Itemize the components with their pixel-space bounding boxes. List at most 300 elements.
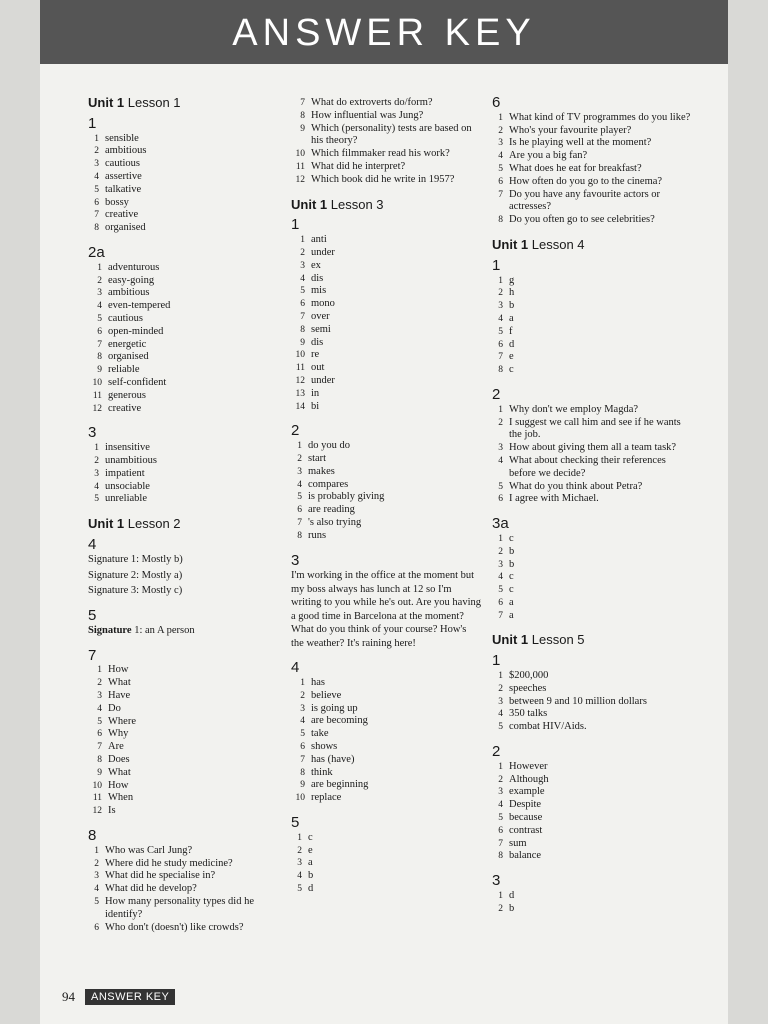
answer-item <box>492 287 692 300</box>
item-number: 12 <box>295 375 305 386</box>
item-number: 7 <box>97 339 102 350</box>
answer-item <box>88 390 278 403</box>
answer-text: replace <box>311 792 342 804</box>
exercise-number: 3 <box>291 551 300 569</box>
answer-item <box>492 533 692 546</box>
answer-text: b <box>509 545 515 557</box>
answer-item <box>88 197 278 210</box>
answer-item <box>291 754 481 767</box>
item-number: 5 <box>94 494 99 505</box>
answer-item <box>88 326 278 339</box>
answer-text: generous <box>108 389 146 401</box>
item-number: 8 <box>498 851 503 862</box>
item-number: 3 <box>297 858 302 869</box>
answer-item <box>492 903 692 916</box>
answer-item <box>291 491 481 504</box>
answer-line: Signature 2: Mostly a) <box>88 569 183 581</box>
item-number: 4 <box>97 703 102 714</box>
answer-item <box>88 677 278 690</box>
item-number: 3 <box>498 559 503 570</box>
answer-text: re <box>311 349 320 361</box>
answer-item <box>492 610 692 623</box>
answer-text: between 9 and 10 million dollars <box>509 695 647 707</box>
item-number: 8 <box>97 755 102 766</box>
header-banner <box>40 0 728 64</box>
answer-text: d <box>509 890 515 902</box>
column-1 <box>88 97 278 946</box>
answer-item <box>88 664 278 677</box>
answer-item <box>291 273 481 286</box>
answer-text: Are you a big fan? <box>509 150 588 162</box>
answer-item <box>88 896 278 922</box>
answer-item <box>492 812 692 825</box>
answer-item <box>291 440 481 453</box>
item-number: 5 <box>498 326 503 337</box>
answer-text: Where did he study medicine? <box>105 857 233 869</box>
answer-text: combat HIV/Aids. <box>509 721 587 733</box>
answer-text: 350 talks <box>509 708 548 720</box>
answer-text: out <box>311 362 325 374</box>
item-number: 4 <box>297 871 302 882</box>
answer-item <box>492 442 692 455</box>
answer-item <box>492 364 692 377</box>
answer-text: even-tempered <box>108 300 171 312</box>
answer-item <box>291 466 481 479</box>
item-number: 6 <box>498 825 503 836</box>
item-number: 8 <box>97 352 102 363</box>
item-number: 2 <box>498 125 503 136</box>
answer-text: However <box>509 760 548 772</box>
answer-item <box>88 805 278 818</box>
item-number: 1 <box>300 678 305 689</box>
answer-text: unambitious <box>105 454 157 466</box>
item-number: 3 <box>300 703 305 714</box>
answer-item <box>492 708 692 721</box>
answer-text: dis <box>311 272 324 284</box>
item-number: 1 <box>498 533 503 544</box>
item-number: 11 <box>295 161 305 172</box>
answer-text: open-minded <box>108 325 164 337</box>
answer-text: think <box>311 766 333 778</box>
answer-text: cautious <box>108 312 143 324</box>
answer-text: What did he specialise in? <box>105 870 216 882</box>
item-number: 1 <box>94 443 99 454</box>
item-number: 7 <box>297 517 302 528</box>
answer-text: because <box>509 812 543 824</box>
answer-text: cautious <box>105 158 140 170</box>
answer-item <box>291 845 481 858</box>
exercise-4 <box>291 659 481 805</box>
item-number: 4 <box>498 800 503 811</box>
item-number: 2 <box>94 146 99 157</box>
item-number: 4 <box>498 151 503 162</box>
answer-item <box>88 792 278 805</box>
answer-item <box>88 364 278 377</box>
answer-text: I agree with Michael. <box>509 493 599 505</box>
item-number: 5 <box>498 481 503 492</box>
answer-text: adventurous <box>108 261 160 273</box>
item-number: 3 <box>498 138 503 149</box>
answer-text: How <box>108 664 129 676</box>
item-number: 4 <box>498 313 503 324</box>
item-number: 1 <box>498 761 503 772</box>
answer-text: organised <box>108 351 149 363</box>
answer-text: When <box>108 792 134 804</box>
answer-text: in <box>311 387 320 399</box>
column-3 <box>492 94 692 928</box>
answer-text: shows <box>311 741 338 753</box>
answer-line: Signature 1: an A person <box>88 624 195 636</box>
answer-text: runs <box>308 529 327 541</box>
answer-item <box>492 850 692 863</box>
answer-item <box>492 112 692 125</box>
answer-item <box>492 774 692 787</box>
answer-item <box>291 388 481 401</box>
answer-item <box>492 890 692 903</box>
answer-text: self-confident <box>108 376 167 388</box>
answer-item <box>492 546 692 559</box>
item-number: 4 <box>297 479 302 490</box>
answer-item <box>492 313 692 326</box>
answer-text: mono <box>311 298 335 310</box>
answer-item <box>492 125 692 138</box>
answer-text: creative <box>108 402 142 414</box>
exercise-1 <box>88 114 278 235</box>
item-number: 13 <box>295 388 305 399</box>
answer-item <box>492 838 692 851</box>
item-number: 2 <box>498 774 503 785</box>
answer-item <box>88 883 278 896</box>
item-number: 5 <box>300 286 305 297</box>
answer-text: Who's your favourite player? <box>509 124 632 136</box>
answer-text: Although <box>509 773 549 785</box>
item-number: 3 <box>498 443 503 454</box>
item-number: 8 <box>300 767 305 778</box>
answer-item <box>492 275 692 288</box>
answer-item <box>88 275 278 288</box>
answer-item <box>88 403 278 416</box>
item-number: 7 <box>94 210 99 221</box>
answer-item <box>492 761 692 774</box>
item-number: 1 <box>297 832 302 843</box>
answer-item <box>291 324 481 337</box>
item-number: 7 <box>498 189 503 200</box>
answer-item <box>492 670 692 683</box>
answer-item <box>291 479 481 492</box>
footer-label: ANSWER KEY <box>85 989 175 1005</box>
answer-item <box>291 337 481 350</box>
item-number: 4 <box>300 716 305 727</box>
exercise-3 <box>88 424 278 506</box>
answer-item <box>291 792 481 805</box>
item-number: 8 <box>297 530 302 541</box>
exercise-number: 5 <box>88 607 97 625</box>
answer-text: energetic <box>108 338 147 350</box>
answer-item <box>291 174 481 187</box>
answer-text: are becoming <box>311 715 368 727</box>
item-number: 1 <box>498 891 503 902</box>
answer-text: Are <box>108 741 124 753</box>
exercise-1 <box>492 256 692 377</box>
answer-text: take <box>311 728 329 740</box>
answer-text: b <box>509 902 515 914</box>
answer-text: What do extroverts do/form? <box>311 97 433 108</box>
exercise-8 <box>88 827 278 934</box>
answer-text: What do you think about Petra? <box>509 480 643 492</box>
answer-item <box>291 767 481 780</box>
answer-text: I suggest we call him and see if he wants the job. <box>509 416 681 441</box>
item-number: 10 <box>295 350 305 361</box>
answer-item <box>291 247 481 260</box>
answer-text: a <box>509 596 514 608</box>
answer-text: Which book did he write in 1957? <box>311 173 455 185</box>
answer-item <box>88 442 278 455</box>
exercise-7 <box>88 646 278 818</box>
answer-text: c <box>509 532 514 544</box>
answer-item <box>492 455 692 481</box>
item-number: 10 <box>92 377 102 388</box>
answer-text: d <box>509 338 515 350</box>
item-number: 3 <box>300 260 305 271</box>
answer-item <box>88 870 278 883</box>
unit-1-lesson-5-heading: Unit 1 Lesson 5 <box>492 632 585 648</box>
answer-text: sum <box>509 837 527 849</box>
answer-text: g <box>509 274 515 286</box>
item-number: 9 <box>300 780 305 791</box>
exercise-number: 1 <box>492 652 501 670</box>
exercise-number: 6 <box>492 94 501 111</box>
answer-item <box>492 214 692 227</box>
item-number: 2 <box>297 453 302 464</box>
item-number: 2 <box>97 678 102 689</box>
item-number: 7 <box>97 742 102 753</box>
answer-text: What did he interpret? <box>311 160 406 172</box>
answer-item <box>88 158 278 171</box>
item-number: 6 <box>300 299 305 310</box>
item-number: 2 <box>498 546 503 557</box>
answer-text: Which (personality) tests are based on his theory? <box>311 122 472 147</box>
answer-item <box>291 123 481 149</box>
exercise-number: 4 <box>291 659 300 677</box>
item-number: 3 <box>94 159 99 170</box>
answer-item <box>291 97 481 110</box>
exercise-number: 1 <box>492 256 501 274</box>
answer-line: Signature 1: Mostly b) <box>88 553 183 565</box>
answer-text: has (have) <box>311 753 355 765</box>
answer-text: e <box>509 351 514 363</box>
answer-text: How <box>108 779 129 791</box>
answer-text: What kind of TV programmes do you like? <box>509 111 691 123</box>
item-number: 3 <box>94 871 99 882</box>
answer-item <box>492 176 692 189</box>
exercise-5 <box>291 814 481 896</box>
answer-text: b <box>509 300 515 312</box>
item-number: 1 <box>498 275 503 286</box>
exercise-number: 4 <box>88 535 97 553</box>
answer-text: Why don't we employ Magda? <box>509 403 639 415</box>
answer-text: What <box>108 766 131 778</box>
answer-item <box>492 339 692 352</box>
item-number: 3 <box>297 466 302 477</box>
item-number: 10 <box>295 149 305 160</box>
answer-text: easy-going <box>108 274 155 286</box>
item-number: 7 <box>300 311 305 322</box>
answer-text: ambitious <box>105 145 147 157</box>
answer-item <box>88 339 278 352</box>
answer-text: b <box>509 558 515 570</box>
item-number: 7 <box>300 98 305 108</box>
item-number: 4 <box>498 455 503 466</box>
answer-text: What does he eat for breakfast? <box>509 162 642 174</box>
answer-item <box>88 780 278 793</box>
exercise-number: 2 <box>492 385 501 403</box>
answer-item <box>492 786 692 799</box>
answer-text: insensitive <box>105 442 150 454</box>
item-number: 5 <box>94 897 99 908</box>
answer-item <box>88 184 278 197</box>
answer-text: contrast <box>509 824 543 836</box>
answer-item <box>291 504 481 517</box>
answer-text: a <box>509 609 514 621</box>
answer-text: d <box>308 883 314 895</box>
answer-item <box>88 481 278 494</box>
answer-item <box>492 571 692 584</box>
item-number: 7 <box>300 754 305 765</box>
answer-item <box>291 715 481 728</box>
answer-item <box>291 530 481 543</box>
exercise-number: 1 <box>88 114 97 132</box>
answer-text: Despite <box>509 799 542 811</box>
item-number: 2 <box>498 288 503 299</box>
answer-text: start <box>308 452 327 464</box>
item-number: 6 <box>498 339 503 350</box>
answer-item <box>492 417 692 443</box>
item-number: 10 <box>92 780 102 791</box>
page-footer <box>62 989 175 1005</box>
item-number: 4 <box>300 273 305 284</box>
item-number: 4 <box>498 572 503 583</box>
item-number: 6 <box>97 729 102 740</box>
item-number: 7 <box>498 838 503 849</box>
answer-item <box>88 767 278 780</box>
item-number: 5 <box>498 585 503 596</box>
answer-item <box>88 351 278 364</box>
item-number: 8 <box>498 365 503 376</box>
answer-text: dis <box>311 336 324 348</box>
answer-item <box>291 311 481 324</box>
exercise-number: 7 <box>88 646 97 664</box>
exercise-3a <box>492 515 692 622</box>
item-number: 2 <box>297 845 302 856</box>
answer-item <box>291 234 481 247</box>
item-number: 2 <box>94 858 99 869</box>
item-number: 12 <box>92 403 102 414</box>
item-number: 11 <box>92 793 102 804</box>
answer-item <box>291 362 481 375</box>
answer-text: How influential was Jung? <box>311 109 424 121</box>
answer-item <box>291 857 481 870</box>
unit-1-lesson-1-heading: Unit 1 Lesson 1 <box>88 95 181 110</box>
answer-item <box>291 148 481 161</box>
answer-item <box>291 703 481 716</box>
item-number: 4 <box>97 301 102 312</box>
answer-text: $200,000 <box>509 670 549 682</box>
exercise-number: 2 <box>291 422 300 440</box>
answer-item <box>492 163 692 176</box>
item-number: 9 <box>300 123 305 134</box>
answer-item <box>88 922 278 935</box>
exercise-1 <box>291 216 481 413</box>
item-number: 2 <box>300 690 305 701</box>
answer-text: Do <box>108 702 121 714</box>
item-number: 6 <box>498 494 503 505</box>
answer-text: f <box>509 325 513 337</box>
item-number: 1 <box>94 845 99 856</box>
answer-text: semi <box>311 323 331 335</box>
answer-item <box>88 703 278 716</box>
exercise-2 <box>291 422 481 542</box>
item-number: 5 <box>97 716 102 727</box>
item-number: 1 <box>498 404 503 415</box>
answer-item <box>492 481 692 494</box>
answer-text: example <box>509 786 545 798</box>
answer-line: Signature 3: Mostly c) <box>88 585 183 597</box>
item-number: 7 <box>498 610 503 621</box>
answer-item <box>88 728 278 741</box>
answer-text: is going up <box>311 702 358 714</box>
answer-item <box>492 683 692 696</box>
answer-text: unsociable <box>105 480 150 492</box>
item-number: 2 <box>498 417 503 428</box>
answer-text: c <box>308 831 313 843</box>
answer-item <box>291 690 481 703</box>
item-number: 6 <box>297 505 302 516</box>
exercise-3 <box>492 872 692 915</box>
answer-text: anti <box>311 234 327 246</box>
answer-text: How about giving them all a team task? <box>509 442 677 454</box>
exercise-8-continued <box>291 97 481 187</box>
item-number: 1 <box>498 671 503 682</box>
answer-item <box>492 326 692 339</box>
answer-item <box>291 779 481 792</box>
item-number: 2 <box>498 683 503 694</box>
unit-1-lesson-3-heading: Unit 1 Lesson 3 <box>291 196 384 212</box>
answer-item <box>492 300 692 313</box>
answer-item <box>291 741 481 754</box>
answer-text: speeches <box>509 682 547 694</box>
item-number: 10 <box>295 793 305 804</box>
item-number: 1 <box>97 665 102 676</box>
answer-item <box>88 741 278 754</box>
exercise-number: 5 <box>291 814 300 832</box>
page-number: 94 <box>62 989 75 1004</box>
item-number: 3 <box>498 696 503 707</box>
answer-paragraph: I'm working in the office at the moment but my boss always has lunch at 12 so I'm writing to you while he's out. Are you having a good time in Barcelona at the moment? What do you think of your course? How's the weather? It's raining here! <box>291 570 481 649</box>
exercise-2 <box>492 743 692 863</box>
answer-item <box>88 313 278 326</box>
answer-item <box>492 696 692 709</box>
exercise-2 <box>492 385 692 506</box>
answer-text: makes <box>308 465 335 477</box>
item-number: 8 <box>498 215 503 226</box>
item-number: 9 <box>97 365 102 376</box>
answer-text: h <box>509 287 515 299</box>
item-number: 9 <box>97 767 102 778</box>
item-number: 8 <box>300 110 305 121</box>
item-number: 3 <box>97 288 102 299</box>
answer-text: organised <box>105 222 146 234</box>
answer-text: c <box>509 364 514 376</box>
